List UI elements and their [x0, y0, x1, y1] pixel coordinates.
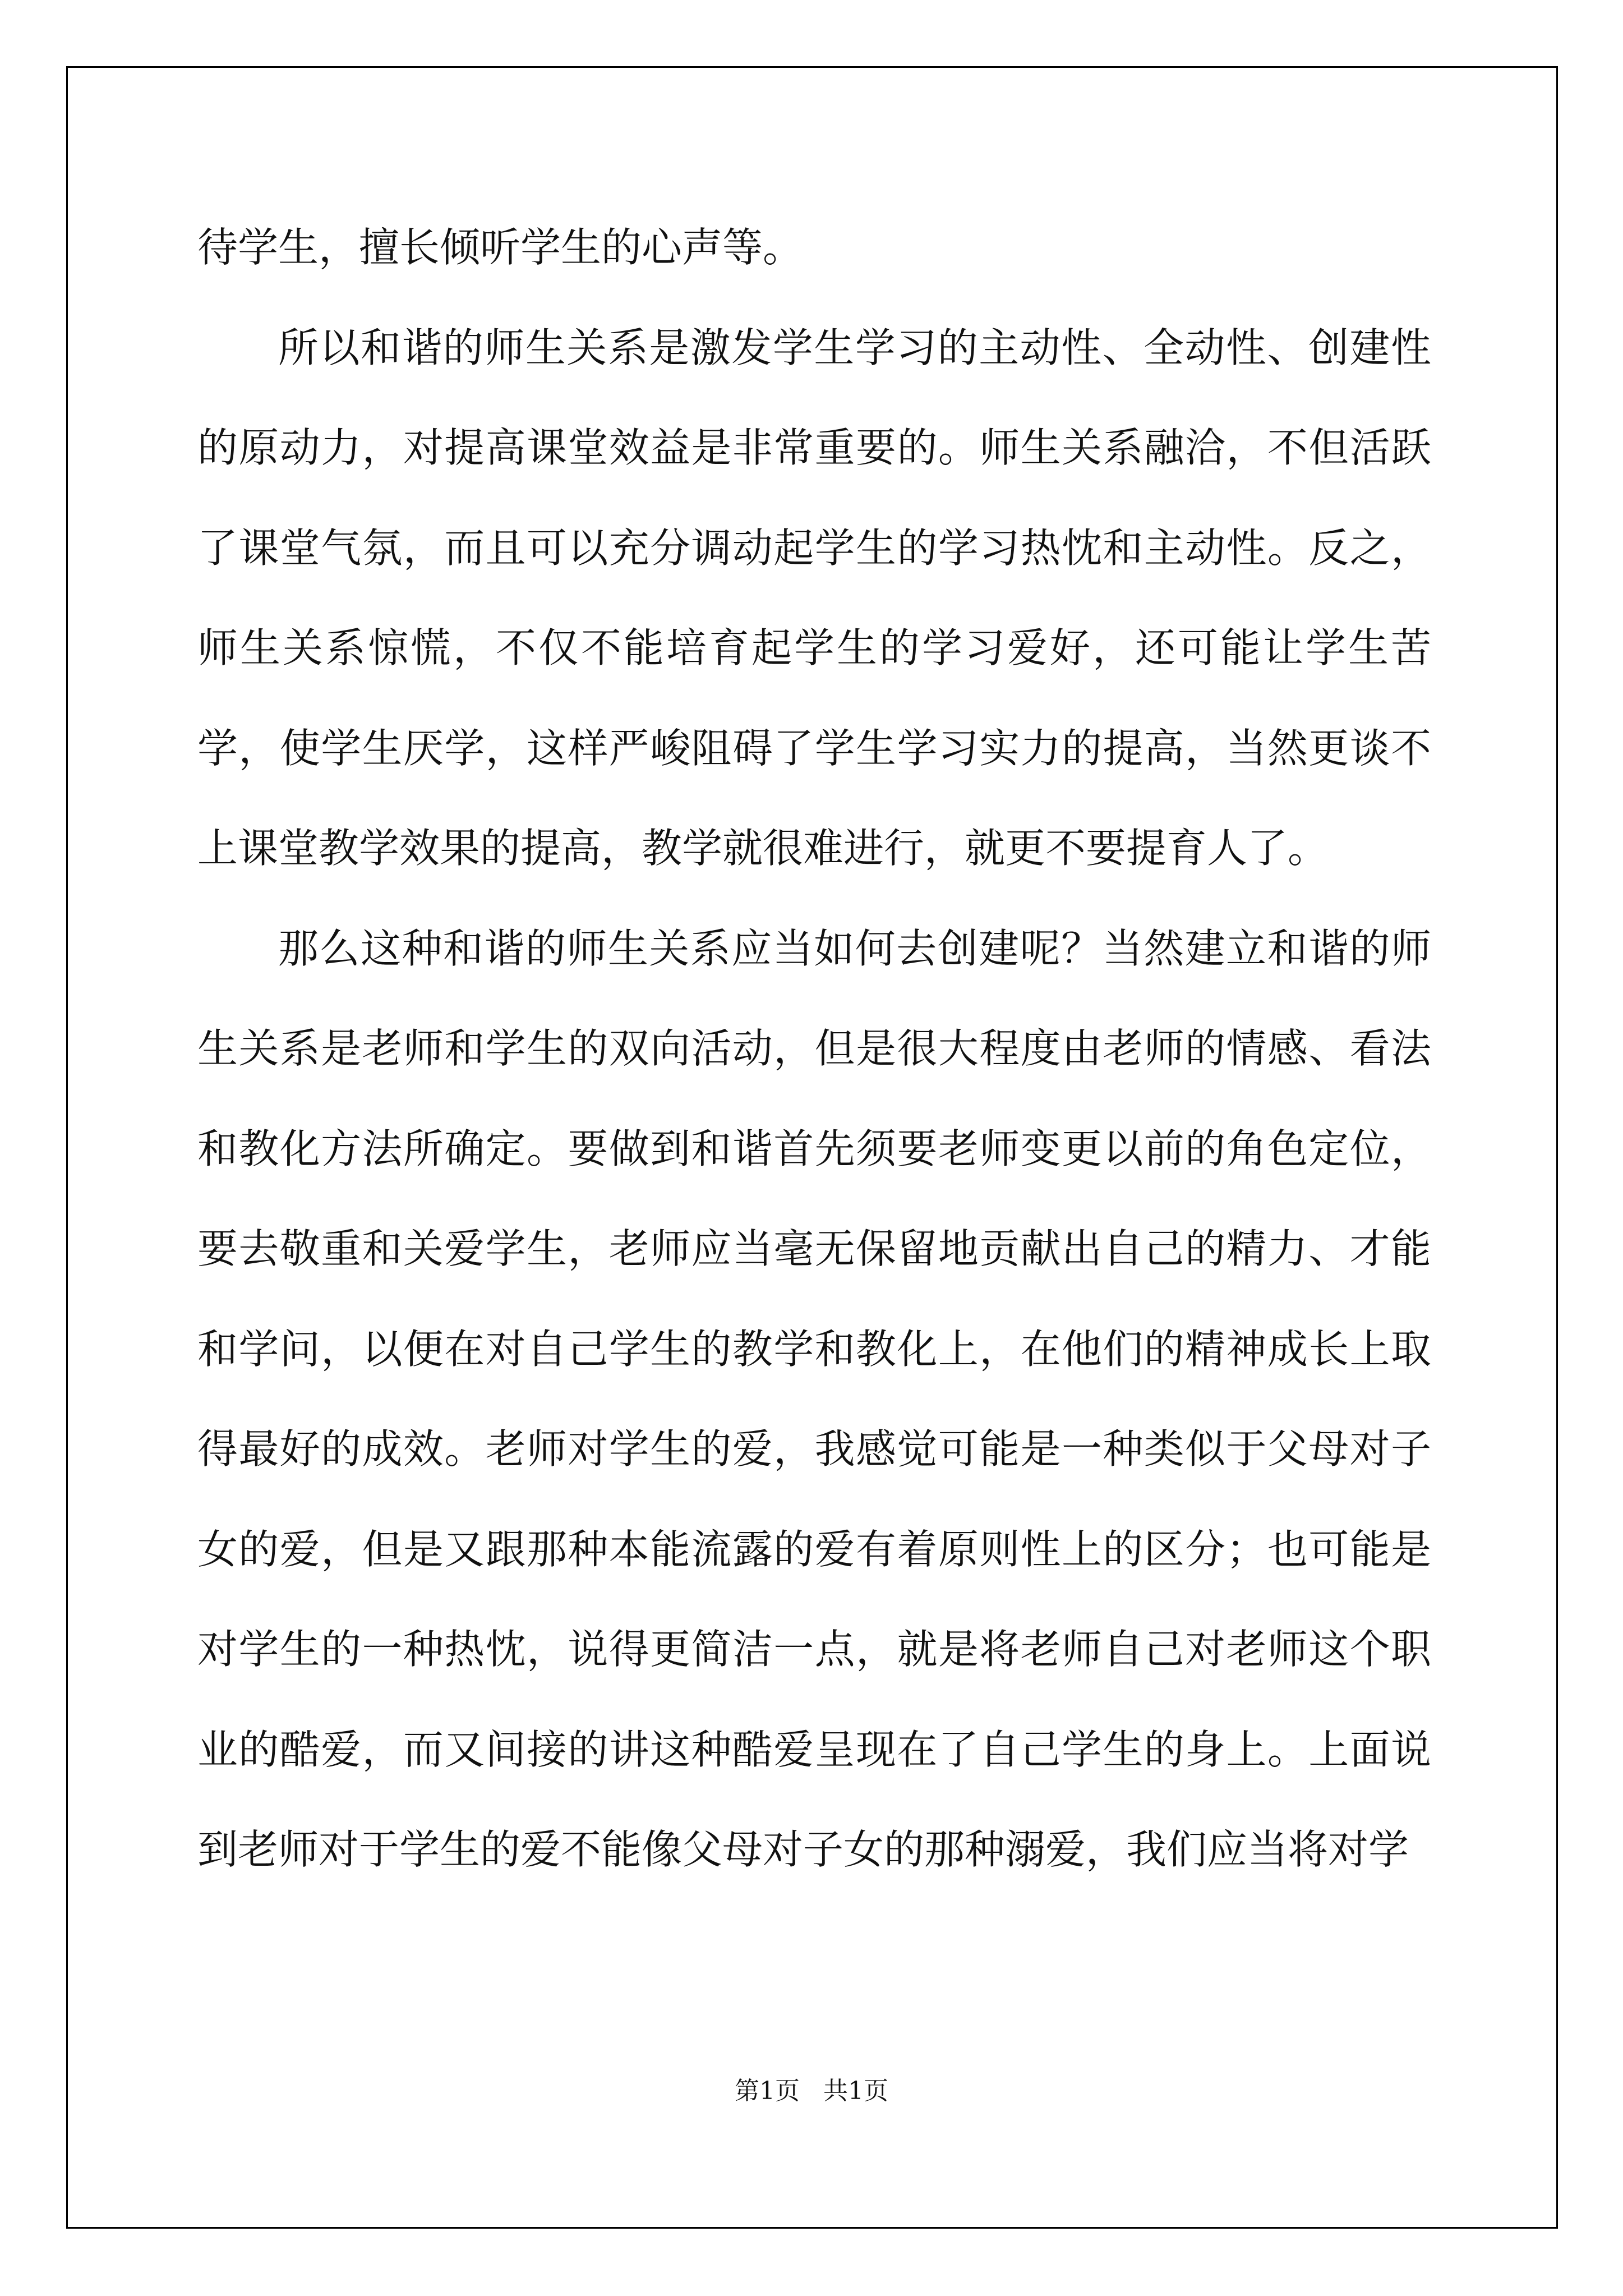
- paragraph-3: 那么这种和谐的师生关系应当如何去创建呢？当然建立和谐的师生关系是老师和学生的双向活动，但是很大程度由老师的情感、看法和教化方法所确定。要做到和谐首先须要老师变更以前的角色定位，要去敬重和关爱学生，老师应当毫无保留地贡献出自己的精力、才能和学问，以便在对自己学生的教学和教化上，在他们的精神成长上取得最好的成效。老师对学生的爱，我感觉可能是一种类似于父母对子女的爱，但是又跟那种本能流露的爱有着原则性上的区分；也可能是对学生的一种热忱，说得更简洁一点，就是将老师自己对老师这个职业的酷爱，而又间接的讲这种酷爱呈现在了自己学生的身上。上面说到老师对于学生的爱不能像父母对子女的那种溺爱，我们应当将对学: [197, 924, 1431, 1873]
- paragraph-1: 待学生，擅长倾听学生的心声等。: [197, 224, 804, 271]
- page-number-footer: 第1页 共1页: [735, 2077, 888, 2105]
- paragraph-2: 所以和谐的师生关系是激发学生学习的主动性、全动性、创建性的原动力，对提高课堂效益是非常重要的。师生关系融洽，不但活跃了课堂气氛，而且可以充分调动起学生的学习热忱和主动性。反之，师生关系惊慌，不仅不能培育起学生的学习爱好，还可能让学生苦学，使学生厌学，这样严峻阻碍了学生学习实力的提高，当然更谈不上课堂教学效果的提高，教学就很难进行，就更不要提育人了。: [197, 324, 1431, 872]
- document-body: [197, 197, 1431, 1900]
